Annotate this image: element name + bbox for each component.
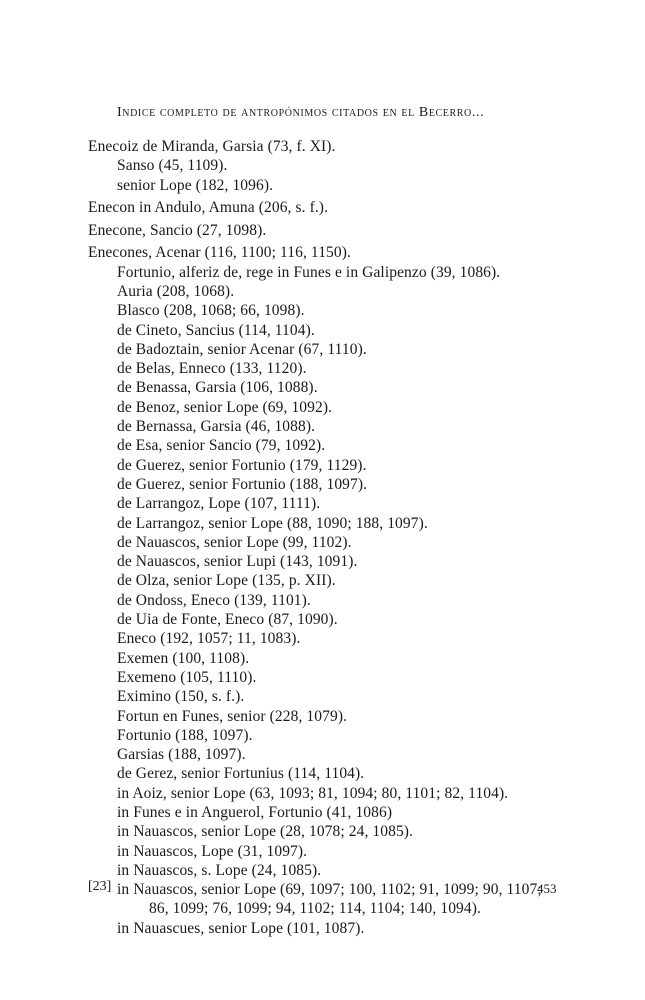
index-entry: de Uia de Fonte, Eneco (87, 1090). <box>117 611 338 629</box>
index-entry: de Larrangoz, Lope (107, 1111). <box>117 495 321 513</box>
index-entry: de Guerez, senior Fortunio (179, 1129). <box>117 456 367 474</box>
index-entries <box>88 137 588 938</box>
index-entry: Exemeno (105, 1110). <box>117 668 257 686</box>
index-entry: senior Lope (182, 1096). <box>117 176 274 194</box>
index-entry: Eneco (192, 1057; 11, 1083). <box>117 630 301 648</box>
index-entry: in Funes e in Anguerol, Fortunio (41, 1086) <box>117 803 393 821</box>
index-entry: in Nauascues, senior Lope (101, 1087). <box>117 919 365 937</box>
index-entry: in Nauascos, s. Lope (24, 1085). <box>117 861 322 879</box>
index-entry: de Ondoss, Eneco (139, 1101). <box>117 591 311 609</box>
index-entry: de Esa, senior Sancio (79, 1092). <box>117 437 326 455</box>
index-entry: Blasco (208, 1068; 66, 1098). <box>117 302 305 320</box>
index-entry: de Belas, Enneco (133, 1120). <box>117 360 307 378</box>
index-entry: Eximino (150, s. f.). <box>117 688 245 706</box>
index-entry: de Nauascos, senior Lope (99, 1102). <box>117 533 352 551</box>
index-entry: de Bernassa, Garsia (46, 1088). <box>117 418 316 436</box>
page-number: 453 <box>537 881 557 896</box>
index-entry: in Aoiz, senior Lope (63, 1093; 81, 1094; 80, 1101; 82, 1104). <box>117 784 509 802</box>
index-entry: Garsias (188, 1097). <box>117 746 246 764</box>
index-entry: in Nauascos, senior Lope (69, 1097; 100, 1102; 91, 1099; 90, 1107; <box>117 881 542 899</box>
running-header: Indice completo de antropónimos citados en el Becerro... <box>117 105 485 120</box>
index-entry: de Cineto, Sancius (114, 1104). <box>117 321 315 339</box>
index-entry: de Nauascos, senior Lupi (143, 1091). <box>117 553 358 571</box>
index-entry: in Nauascos, senior Lope (28, 1078; 24, 1085). <box>117 823 414 841</box>
index-entry: Enecones, Acenar (116, 1100; 116, 1150). <box>88 244 351 262</box>
index-entry: Sanso (45, 1109). <box>117 157 228 175</box>
index-entry: 86, 1099; 76, 1099; 94, 1102; 114, 1104; 140, 1094). <box>149 900 481 918</box>
index-entry: de Badoztain, senior Acenar (67, 1110). <box>117 340 367 358</box>
footer-section-number: [23] <box>88 879 112 894</box>
index-entry: Enecoiz de Miranda, Garsia (73, f. XI). <box>88 138 336 155</box>
index-entry: de Benassa, Garsia (106, 1088). <box>117 379 318 397</box>
index-entry: de Guerez, senior Fortunio (188, 1097). <box>117 475 368 493</box>
index-entry: in Nauascos, Lope (31, 1097). <box>117 842 308 860</box>
index-entry: Fortunio, alferiz de, rege in Funes e in Galipenzo (39, 1086). <box>117 263 501 281</box>
index-entry: de Larrangoz, senior Lope (88, 1090; 188, 1097). <box>117 514 428 532</box>
index-entry: Exemen (100, 1108). <box>117 649 250 667</box>
index-entry: Fortun en Funes, senior (228, 1079). <box>117 707 348 725</box>
index-entry: Enecone, Sancio (27, 1098). <box>88 221 267 239</box>
index-entry: Fortunio (188, 1097). <box>117 726 253 744</box>
index-entry: Enecon in Andulo, Amuna (206, s. f.). <box>88 199 329 217</box>
index-entry: de Gerez, senior Fortunius (114, 1104). <box>117 765 365 783</box>
index-entry: Auria (208, 1068). <box>117 282 235 300</box>
index-entry: de Benoz, senior Lope (69, 1092). <box>117 398 333 416</box>
index-entry: de Olza, senior Lope (135, p. XII). <box>117 572 336 590</box>
